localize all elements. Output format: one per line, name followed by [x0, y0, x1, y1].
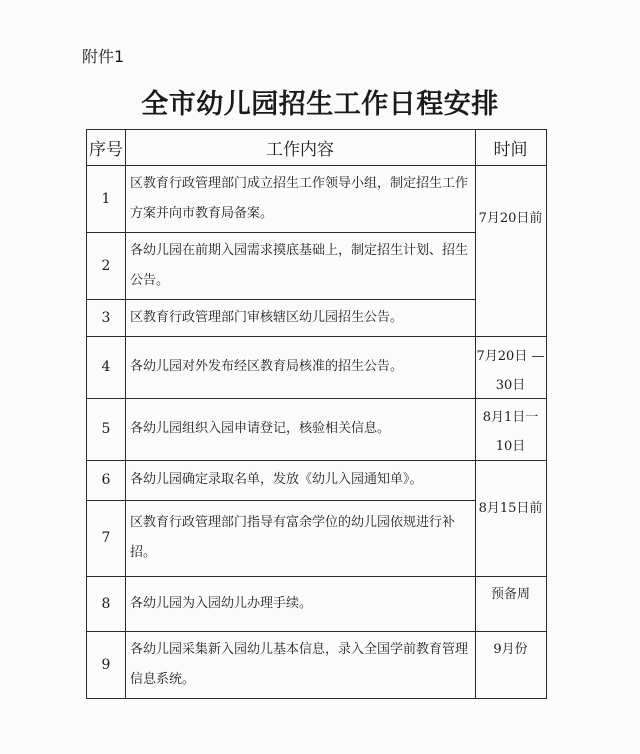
time-cell: 8月1日一 [482, 410, 539, 425]
time-cell: 8月15日前 [478, 501, 543, 516]
schedule-table [86, 129, 547, 699]
time-divider [475, 165, 546, 166]
time-cell: 9月份 [493, 642, 528, 657]
row-number: 2 [101, 257, 111, 274]
row-content: 区教育行政管理部门成立招生工作领导小组，制定招生工作方案并向市教育局备案。 [130, 175, 469, 221]
time-cell: 7月20日前 [478, 211, 543, 226]
attachment-label: 附件1 [82, 47, 125, 66]
time-cell: 30日 [495, 378, 526, 393]
row-number: 3 [101, 309, 111, 326]
row-number: 9 [101, 656, 111, 673]
header-num: 序号 [89, 140, 123, 160]
time-divider [475, 631, 546, 632]
time-cell: 7月20日 — [476, 349, 545, 364]
row-content: 各幼儿园为入园幼儿办理手续。 [130, 595, 313, 611]
row-content: 各幼儿园对外发布经区教育局核准的招生公告。 [130, 359, 404, 374]
row-content: 各幼儿园确定录取名单，发放《幼儿入园通知单》。 [130, 472, 423, 487]
row-content: 区教育行政管理部门指导有富余学位的幼儿园依规进行补招。 [130, 515, 456, 560]
time-divider [475, 576, 546, 577]
time-divider [475, 336, 546, 337]
row-content: 各幼儿园组织入园申请登记，核验相关信息。 [130, 421, 391, 436]
row-content: 各幼儿园采集新入园幼儿基本信息，录入全国学前教育管理信息系统。 [130, 641, 469, 687]
row-number: 7 [101, 530, 111, 546]
document-title: 全市幼儿园招生工作日程安排 [141, 89, 499, 120]
row-content: 各幼儿园在前期入园需求摸底基础上，制定招生计划、招生公告。 [130, 242, 469, 288]
row-number: 5 [101, 421, 111, 437]
row-number: 1 [101, 190, 111, 207]
row-number: 8 [101, 595, 111, 612]
row-number: 4 [101, 359, 111, 375]
time-cell: 10日 [495, 439, 526, 454]
header-time: 时间 [493, 140, 528, 160]
header-content: 工作内容 [266, 140, 334, 160]
row-content: 区教育行政管理部门审核辖区幼儿园招生公告。 [130, 309, 404, 325]
row-number: 6 [101, 472, 111, 488]
time-cell: 预备周 [490, 587, 530, 602]
